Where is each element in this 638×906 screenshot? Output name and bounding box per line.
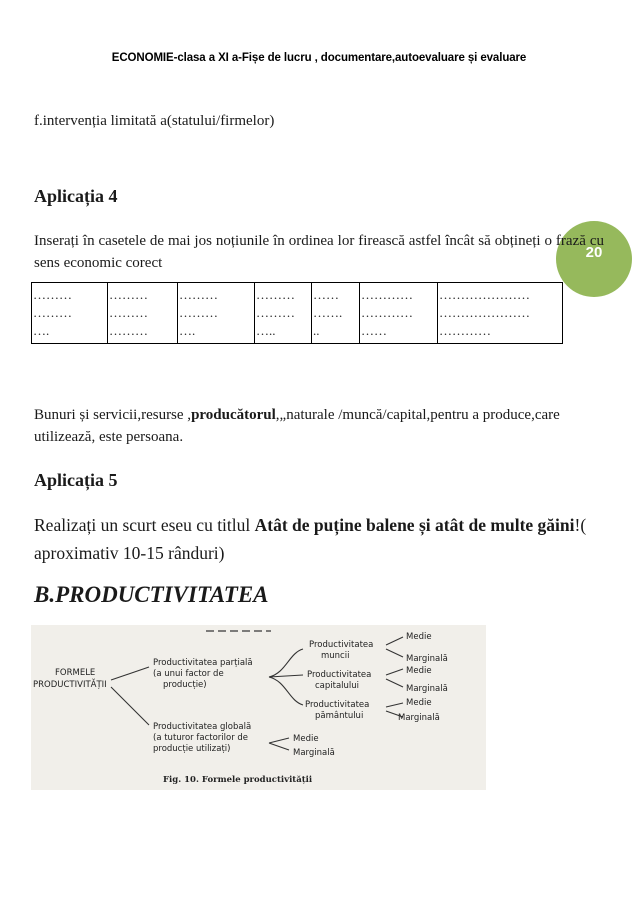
eseu-pre: Realizați un scurt eseu cu titlul bbox=[34, 515, 255, 535]
app5-text bbox=[34, 511, 594, 567]
words-pre: Bunuri și servicii,resurse , bbox=[34, 407, 192, 423]
marginala-global: Marginală bbox=[293, 748, 335, 758]
page-number-badge: 20 bbox=[556, 221, 632, 297]
blank-box-5[interactable]: …… ……. .. bbox=[312, 283, 360, 344]
partial-line3: producție) bbox=[163, 680, 207, 690]
eseu-title: Atât de puține balene și atât de multe găini bbox=[254, 515, 575, 535]
capital-line1: Productivitatea bbox=[307, 670, 372, 680]
intervention-line: f.intervenția limitată a(statului/firmelor) bbox=[34, 113, 275, 129]
marginala-capital: Marginală bbox=[406, 684, 448, 694]
productivity-diagram bbox=[31, 625, 486, 790]
medie-capital: Medie bbox=[406, 666, 432, 676]
app4-title: Aplicația 4 bbox=[34, 186, 118, 206]
blank-box-7[interactable]: ………………… ………………… ………… bbox=[438, 283, 563, 344]
app4-words bbox=[34, 404, 604, 448]
app5-title: Aplicația 5 bbox=[34, 470, 118, 490]
app4-instruction: Inserați în casetele de mai jos noțiunile în ordinea lor firească astfel încât să obțineți o frază cu sens economic corect bbox=[34, 233, 604, 271]
section-title: B.PRODUCTIVITATEA bbox=[34, 582, 269, 607]
global-line1: Productivitatea globală bbox=[153, 722, 252, 732]
medie-global: Medie bbox=[293, 734, 319, 744]
pamant-line2: pământului bbox=[315, 711, 364, 721]
blank-box-6[interactable]: ………… ………… …… bbox=[360, 283, 438, 344]
medie-muncii: Medie bbox=[406, 632, 432, 642]
pamant-line1: Productivitatea bbox=[305, 700, 370, 710]
blank-box-1[interactable]: ……… ……… …. bbox=[32, 283, 108, 344]
blanks-table bbox=[31, 282, 563, 344]
global-line2: (a tuturor factorilor de bbox=[153, 733, 249, 743]
root-line1: FORMELE bbox=[55, 668, 96, 678]
page-header: ECONOMIE-clasa a XI a-Fișe de lucru , documentare,autoevaluare și evaluare bbox=[111, 52, 527, 64]
muncii-line1: Productivitatea bbox=[309, 640, 374, 650]
global-line3: producție utilizați) bbox=[153, 744, 231, 754]
capital-line2: capitalului bbox=[315, 681, 360, 691]
eseu-post: !( aproximativ 10-15 rânduri) bbox=[34, 515, 587, 563]
blank-box-2[interactable]: ……… ……… ……… bbox=[108, 283, 178, 344]
blank-box-4[interactable]: ……… ……… ….. bbox=[255, 283, 312, 344]
marginala-pamant: Marginală bbox=[398, 713, 440, 723]
words-bold: producătorul bbox=[191, 407, 276, 423]
root-line2: PRODUCTIVITĂȚII bbox=[33, 680, 107, 690]
blank-box-3[interactable]: ……… ……… …. bbox=[178, 283, 255, 344]
partial-line1: Productivitatea parțială bbox=[153, 658, 253, 668]
marginala-muncii: Marginală bbox=[406, 654, 448, 664]
medie-pamant: Medie bbox=[406, 698, 432, 708]
words-post: ,„naturale /muncă/capital,pentru a produce,care utilizează, este persoana. bbox=[34, 407, 560, 445]
productivity-figure bbox=[31, 625, 486, 790]
figure-caption: Fig. 10. Formele productivității bbox=[163, 775, 313, 785]
muncii-line2: muncii bbox=[321, 651, 350, 661]
partial-line2: (a unui factor de bbox=[153, 669, 224, 679]
